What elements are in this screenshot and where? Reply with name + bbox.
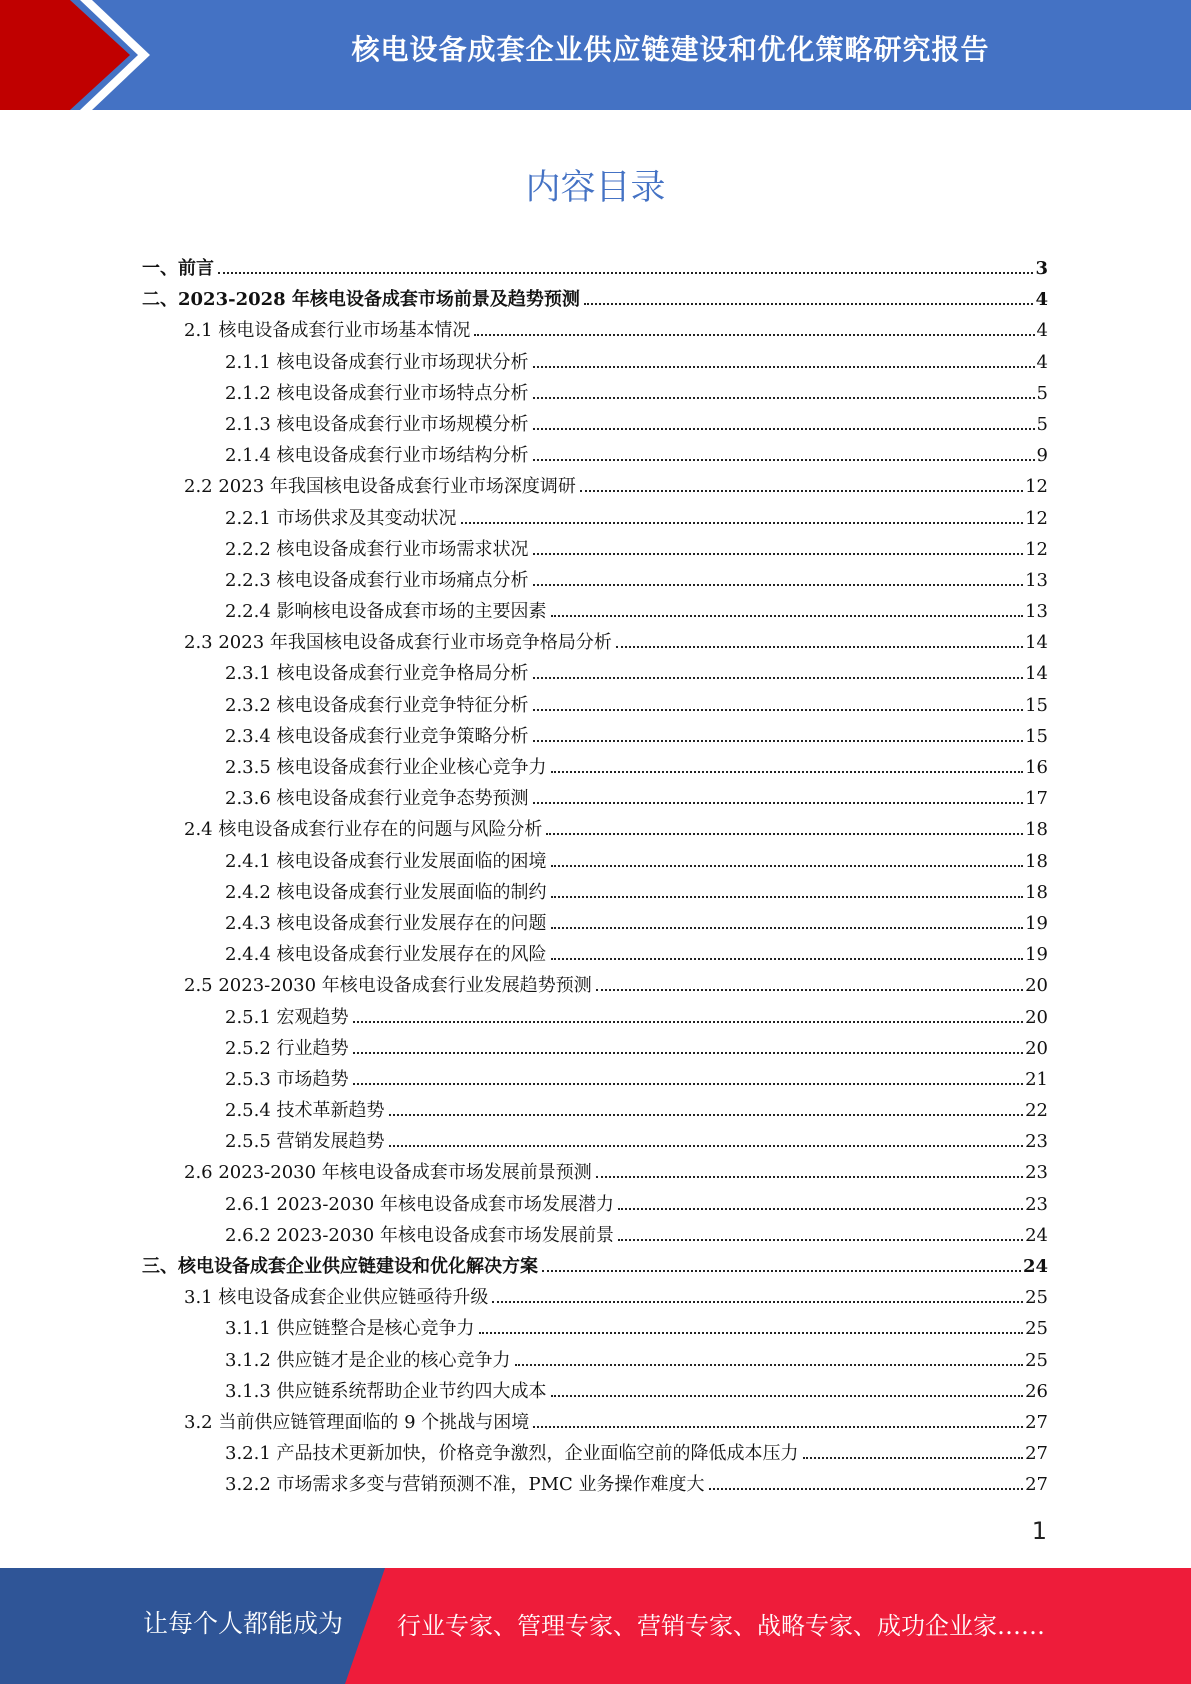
toc-entry[interactable]: [142, 877, 1048, 908]
toc-entry-title: 2.4.2 核电设备成套行业发展面临的制约: [225, 881, 547, 903]
toc-entry[interactable]: [142, 814, 1048, 845]
toc-entry[interactable]: [142, 721, 1048, 752]
toc-entry-page: 27: [1025, 1474, 1048, 1496]
toc-dot-leader: [596, 989, 1023, 991]
toc-entry-title: 2.6.2 2023-2030 年核电设备成套市场发展前景: [225, 1224, 614, 1246]
toc-entry[interactable]: [142, 1282, 1048, 1313]
toc-dot-leader: [353, 1021, 1024, 1023]
toc-entry-page: 16: [1025, 757, 1048, 778]
toc-entry-page: 25: [1025, 1318, 1048, 1340]
toc-entry-title: 2.3.6 核电设备成套行业竞争态势预测: [225, 788, 529, 810]
toc-entry-page: 23: [1025, 1193, 1048, 1215]
toc-entry-page: 18: [1025, 881, 1048, 903]
toc-entry[interactable]: [142, 1469, 1048, 1500]
toc-entry-page: 9: [1036, 445, 1048, 467]
toc-entry-title: 2.1 核电设备成套行业市场基本情况: [184, 320, 471, 342]
toc-entry-page: 14: [1025, 663, 1048, 685]
toc-entry-title: 2.3.5 核电设备成套行业企业核心竞争力: [225, 757, 547, 778]
toc-dot-leader: [533, 428, 1035, 430]
toc-entry[interactable]: [142, 284, 1048, 315]
toc-dot-leader: [533, 459, 1035, 461]
toc-dot-leader: [580, 490, 1023, 492]
toc-entry-page: 19: [1025, 912, 1048, 934]
toc-entry-title: 一、前言: [142, 258, 214, 279]
toc-entry-title: 3.1 核电设备成套企业供应链亟待升级: [184, 1287, 489, 1309]
toc-entry-title: 2.5.3 市场趋势: [225, 1068, 349, 1090]
toc-entry-title: 2.3.1 核电设备成套行业竞争格局分析: [225, 663, 529, 685]
toc-entry[interactable]: [142, 1064, 1048, 1095]
toc-entry-title: 2.5.2 行业趋势: [225, 1037, 349, 1059]
toc-entry[interactable]: [142, 1095, 1048, 1126]
toc-entry-page: 13: [1025, 601, 1048, 623]
toc-entry[interactable]: [142, 658, 1048, 689]
toc-entry-title: 2.4.3 核电设备成套行业发展存在的问题: [225, 912, 547, 934]
toc-entry-title: 3.1.1 供应链整合是核心竞争力: [225, 1318, 475, 1340]
toc-entry-page: 20: [1025, 1037, 1048, 1059]
toc-entry-page: 21: [1025, 1068, 1048, 1090]
toc-entry[interactable]: [142, 1002, 1048, 1033]
toc-entry-title: 2.6.1 2023-2030 年核电设备成套市场发展潜力: [225, 1193, 614, 1215]
header-red-chevron: [0, 0, 170, 110]
toc-dot-leader: [551, 1395, 1024, 1397]
toc-entry-title: 3.1.3 供应链系统帮助企业节约四大成本: [225, 1380, 547, 1402]
toc-entry-page: 18: [1025, 819, 1048, 841]
toc-dot-leader: [474, 334, 1034, 336]
toc-dot-leader: [218, 272, 1033, 274]
toc-entry[interactable]: [142, 1376, 1048, 1407]
toc-entry-page: 14: [1025, 632, 1048, 654]
footer-slogan-left: 让每个人都能成为: [143, 1609, 344, 1638]
toc-entry[interactable]: [142, 627, 1048, 658]
toc-entry[interactable]: [142, 846, 1048, 877]
toc-entry[interactable]: [142, 1345, 1048, 1376]
toc-entry-page: 4: [1036, 351, 1048, 373]
toc-entry[interactable]: [142, 1189, 1048, 1220]
toc-entry-title: 3.2.1 产品技术更新加快，价格竞争激烈，企业面临空前的降低成本压力: [225, 1443, 799, 1465]
toc-dot-leader: [492, 1301, 1023, 1303]
toc-dot-leader: [551, 927, 1024, 929]
toc-entry[interactable]: [142, 534, 1048, 565]
toc-entry[interactable]: [142, 471, 1048, 502]
toc-entry-page: 12: [1025, 538, 1048, 560]
toc-entry-page: 13: [1025, 569, 1048, 591]
toc-entry-title: 2.4.4 核电设备成套行业发展存在的风险: [225, 944, 547, 966]
toc-entry-page: 5: [1036, 382, 1048, 404]
toc-entry[interactable]: [142, 347, 1048, 378]
toc-dot-leader: [551, 771, 1024, 773]
toc-entry-title: 2.1.4 核电设备成套行业市场结构分析: [225, 445, 529, 467]
toc-entry-page: 15: [1025, 694, 1048, 716]
toc-dot-leader: [533, 802, 1024, 804]
toc-entry-page: 20: [1025, 975, 1048, 997]
toc-dot-leader: [542, 1270, 1021, 1272]
toc-entry-page: 19: [1025, 944, 1048, 966]
toc-entry-title: 二、2023-2028 年核电设备成套市场前景及趋势预测: [142, 289, 580, 311]
toc-dot-leader: [353, 1083, 1024, 1085]
toc-entry-title: 2.2.2 核电设备成套行业市场需求状况: [225, 538, 529, 560]
toc-entry-title: 2.1.2 核电设备成套行业市场特点分析: [225, 382, 529, 404]
toc-dot-leader: [803, 1457, 1024, 1459]
toc-heading: 内容目录: [525, 168, 666, 208]
toc-entry[interactable]: [142, 752, 1048, 783]
toc-dot-leader: [551, 896, 1024, 898]
toc-dot-leader: [618, 1239, 1023, 1241]
toc-dot-leader: [546, 833, 1023, 835]
toc-entry-page: 20: [1025, 1006, 1048, 1028]
toc-dot-leader: [584, 303, 1034, 305]
toc-dot-leader: [533, 397, 1035, 399]
toc-entry[interactable]: [142, 783, 1048, 814]
toc-entry-page: 12: [1025, 507, 1048, 529]
toc-entry-title: 2.1.1 核电设备成套行业市场现状分析: [225, 351, 529, 373]
toc-entry-title: 2.5.5 营销发展趋势: [225, 1131, 385, 1153]
toc-entry[interactable]: [142, 1438, 1048, 1469]
toc-entry-title: 2.4 核电设备成套行业存在的问题与风险分析: [184, 819, 543, 841]
toc-dot-leader: [533, 366, 1035, 368]
toc-entry-title: 2.5.1 宏观趋势: [225, 1006, 349, 1028]
toc-entry[interactable]: [142, 440, 1048, 471]
toc-dot-leader: [533, 709, 1024, 711]
toc-entry[interactable]: [142, 1033, 1048, 1064]
toc-entry-title: 2.6 2023-2030 年核电设备成套市场发展前景预测: [184, 1162, 592, 1184]
toc-entry[interactable]: [142, 1251, 1048, 1282]
table-of-contents: [142, 253, 1048, 1501]
toc-entry[interactable]: [142, 1157, 1048, 1188]
toc-entry[interactable]: [142, 409, 1048, 440]
toc-entry-page: 25: [1025, 1349, 1048, 1371]
toc-dot-leader: [533, 553, 1024, 555]
toc-entry-page: 4: [1036, 320, 1048, 342]
toc-entry[interactable]: [142, 378, 1048, 409]
toc-entry-page: 24: [1025, 1224, 1048, 1246]
toc-entry-title: 3.1.2 供应链才是企业的核心竞争力: [225, 1349, 511, 1371]
toc-entry-page: 27: [1025, 1443, 1048, 1465]
toc-entry-page: 22: [1025, 1100, 1048, 1122]
toc-entry-title: 2.4.1 核电设备成套行业发展面临的困境: [225, 850, 547, 872]
toc-entry-page: 23: [1025, 1162, 1048, 1184]
toc-entry[interactable]: [142, 1407, 1048, 1438]
toc-dot-leader: [461, 522, 1024, 524]
toc-entry-title: 2.2 2023 年我国核电设备成套行业市场深度调研: [184, 476, 576, 498]
toc-entry[interactable]: [142, 596, 1048, 627]
toc-entry-title: 2.5.4 技术革新趋势: [225, 1100, 385, 1122]
toc-dot-leader: [389, 1114, 1024, 1116]
toc-entry[interactable]: [142, 939, 1048, 970]
toc-entry-page: 15: [1025, 725, 1048, 747]
toc-entry[interactable]: [142, 253, 1048, 284]
toc-entry-title: 2.3.4 核电设备成套行业竞争策略分析: [225, 725, 529, 747]
toc-entry[interactable]: [142, 690, 1048, 721]
toc-entry-title: 2.2.3 核电设备成套行业市场痛点分析: [225, 569, 529, 591]
toc-entry-title: 三、核电设备成套企业供应链建设和优化解决方案: [142, 1256, 538, 1277]
toc-dot-leader: [596, 1176, 1023, 1178]
toc-entry-page: 12: [1025, 476, 1048, 498]
toc-dot-leader: [709, 1488, 1024, 1490]
toc-entry-page: 23: [1025, 1131, 1048, 1153]
toc-dot-leader: [616, 646, 1023, 648]
toc-dot-leader: [479, 1332, 1024, 1334]
footer-banner: [0, 1568, 1191, 1684]
toc-dot-leader: [618, 1208, 1023, 1210]
toc-entry-title: 2.5 2023-2030 年核电设备成套行业发展趋势预测: [184, 975, 592, 997]
toc-dot-leader: [389, 1145, 1024, 1147]
toc-entry[interactable]: [142, 503, 1048, 534]
toc-entry-page: 3: [1035, 258, 1048, 279]
toc-entry-page: 26: [1025, 1380, 1048, 1402]
toc-entry[interactable]: [142, 315, 1048, 346]
toc-dot-leader: [515, 1364, 1024, 1366]
toc-entry-page: 17: [1025, 788, 1048, 810]
toc-entry[interactable]: [142, 1220, 1048, 1251]
toc-entry[interactable]: [142, 1313, 1048, 1344]
page-number: 1: [1031, 1517, 1047, 1545]
toc-entry[interactable]: [142, 1126, 1048, 1157]
toc-entry-title: 2.2.4 影响核电设备成套市场的主要因素: [225, 601, 547, 623]
toc-dot-leader: [533, 677, 1024, 679]
footer-slogan-right: 行业专家、管理专家、营销专家、战略专家、成功企业家……: [397, 1612, 1045, 1640]
toc-entry-page: 24: [1022, 1256, 1048, 1277]
report-title: 核电设备成套企业供应链建设和优化策略研究报告: [351, 33, 990, 66]
toc-entry-title: 2.3.2 核电设备成套行业竞争特征分析: [225, 694, 529, 716]
toc-dot-leader: [533, 740, 1024, 742]
header-banner: [0, 0, 1191, 110]
toc-entry-page: 5: [1036, 413, 1048, 435]
toc-entry-title: 2.3 2023 年我国核电设备成套行业市场竞争格局分析: [184, 632, 612, 654]
toc-entry-page: 4: [1035, 289, 1048, 311]
toc-entry-page: 27: [1025, 1411, 1048, 1433]
toc-dot-leader: [533, 1426, 1023, 1428]
toc-dot-leader: [551, 615, 1024, 617]
toc-entry[interactable]: [142, 565, 1048, 596]
toc-entry-page: 25: [1025, 1287, 1048, 1309]
toc-dot-leader: [353, 1052, 1024, 1054]
toc-entry-title: 3.2.2 市场需求多变与营销预测不准，PMC 业务操作难度大: [225, 1474, 705, 1496]
toc-dot-leader: [533, 584, 1024, 586]
toc-dot-leader: [551, 865, 1024, 867]
toc-entry-page: 18: [1025, 850, 1048, 872]
toc-entry-title: 2.2.1 市场供求及其变动状况: [225, 507, 457, 529]
toc-entry-title: 2.1.3 核电设备成套行业市场规模分析: [225, 413, 529, 435]
toc-entry[interactable]: [142, 908, 1048, 939]
toc-entry-title: 3.2 当前供应链管理面临的 9 个挑战与困境: [184, 1411, 530, 1433]
toc-dot-leader: [551, 958, 1024, 960]
toc-entry[interactable]: [142, 970, 1048, 1001]
